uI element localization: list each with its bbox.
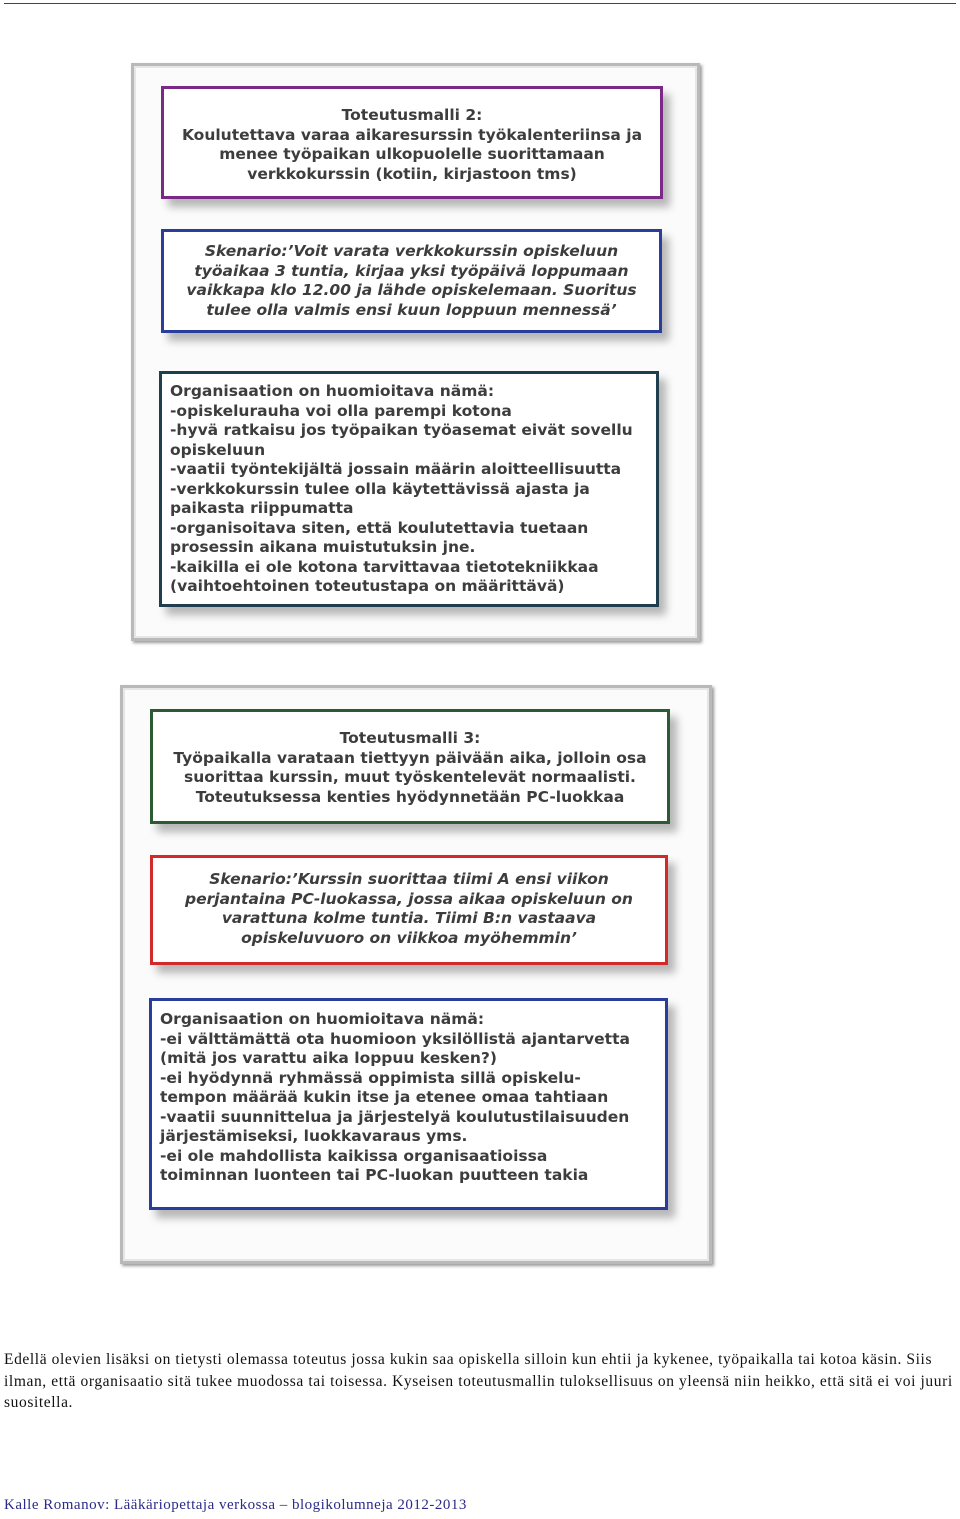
consideration-line: -verkkokurssin tulee olla käytettävissä ajasta ja — [170, 479, 590, 498]
scenario-line: Skenario:’Kurssin suorittaa tiimi A ensi viikon — [209, 870, 609, 888]
consideration-line: paikasta riippumatta — [170, 499, 354, 517]
consideration-line: -ei hyödynnä ryhmässä oppimista sillä opiskelu- — [160, 1068, 581, 1087]
body-paragraph: Edellä olevien lisäksi on tietysti olemassa toteutus jossa kukin saa opiskella silloin kun ehtii ja kykenee, työpaikalla tai kotoa käsin. Siis ilman, että organisaatio sitä tukee muodossa tai toisessa. Kyseisen toteutusmallin tuloksellisuus on yleensä niin heikko, että sitä ei voi juuri suositella. — [4, 1351, 953, 1411]
model-3-line: Toteutuksessa kenties hyödynnetään PC-luokkaa — [195, 787, 625, 806]
model-3-line: Toteutusmalli 3: — [339, 729, 481, 747]
model-3-line: Työpaikalla varataan tiettyyn päivään aika, jolloin osa — [173, 748, 647, 767]
consideration-line: -organisoitava siten, että koulutettavia tuetaan — [170, 518, 589, 537]
consideration-line: -kaikilla ei ole kotona tarvittavaa tietotekniikkaa — [170, 557, 599, 576]
consideration-line: -ei ole mahdollista kaikissa organisaatioissa — [160, 1146, 548, 1165]
scenario-line: vaikkapa klo 12.00 ja lähde opiskelemaan. Suoritus — [186, 281, 637, 299]
model-2-line: Toteutusmalli 2: — [341, 106, 483, 124]
consideration-line: -ei välttämättä ota huomioon yksilöllistä ajantarvetta — [160, 1029, 630, 1048]
model-2-line: verkkokurssin (kotiin, kirjastoon tms) — [247, 164, 577, 183]
model-2-line: menee työpaikan ulkopuolelle suorittamaan — [219, 145, 605, 163]
model-3-considerations-box — [149, 998, 668, 1210]
scenario-line: varattuna kolme tuntia. Tiimi B:n vastaava — [221, 909, 597, 927]
consideration-line: -vaatii suunnittelua ja järjestelyä koulutustilaisuuden — [160, 1107, 630, 1126]
consideration-line: toiminnan luonteen tai PC-luokan puutteen takia — [160, 1166, 589, 1184]
consideration-line: Organisaation on huomioitava nämä: — [170, 382, 495, 400]
model-3-scenario-box — [150, 855, 668, 965]
consideration-line: (vaihtoehtoinen toteutustapa on määrittävä) — [170, 577, 565, 595]
consideration-line: järjestämiseksi, luokkavaraus yms. — [160, 1127, 468, 1145]
figure-toteutusmalli-2 — [131, 63, 700, 641]
scenario-line: työaikaa 3 tuntia, kirjaa yksi työpäivä loppumaan — [194, 261, 629, 280]
consideration-line: -vaatii työntekijältä jossain määrin aloitteellisuutta — [170, 460, 622, 478]
scenario-line: Skenario:’Voit varata verkkokurssin opiskeluun — [204, 242, 619, 260]
scenario-line: opiskeluvuoro on viikkoa myöhemmin’ — [241, 928, 577, 947]
top-rule — [4, 3, 956, 4]
model-3-title-box — [150, 709, 670, 824]
consideration-line: -opiskelurauha voi olla parempi kotona — [170, 401, 512, 420]
consideration-line: opiskeluun — [170, 440, 266, 459]
consideration-line: -hyvä ratkaisu jos työpaikan työasemat eivät sovellu — [170, 421, 633, 439]
scenario-line: perjantaina PC-luokassa, jossa aikaa opiskeluun on — [185, 889, 633, 908]
model-2-line: Koulutettava varaa aikaresurssin työkalenteriinsa ja — [181, 125, 643, 144]
consideration-line: Organisaation on huomioitava nämä: — [160, 1010, 485, 1028]
figure-toteutusmalli-3 — [120, 685, 712, 1264]
page-footer: Kalle Romanov: Lääkäriopettaja verkossa – blogikolumneja 2012-2013 — [4, 1497, 467, 1513]
consideration-line: prosessin aikana muistutuksin jne. — [170, 538, 476, 556]
model-2-considerations-box — [159, 371, 659, 607]
model-3-line: suorittaa kurssin, muut työskentelevät normaalisti. — [184, 768, 636, 786]
model-2-title-box — [161, 86, 663, 199]
scenario-line: tulee olla valmis ensi kuun loppuun mennessä’ — [206, 300, 617, 319]
consideration-line: tempon määrää kukin itse ja etenee omaa tahtiaan — [160, 1088, 609, 1106]
consideration-line: (mitä jos varattu aika loppuu kesken?) — [160, 1049, 498, 1067]
model-2-scenario-box — [161, 229, 662, 333]
